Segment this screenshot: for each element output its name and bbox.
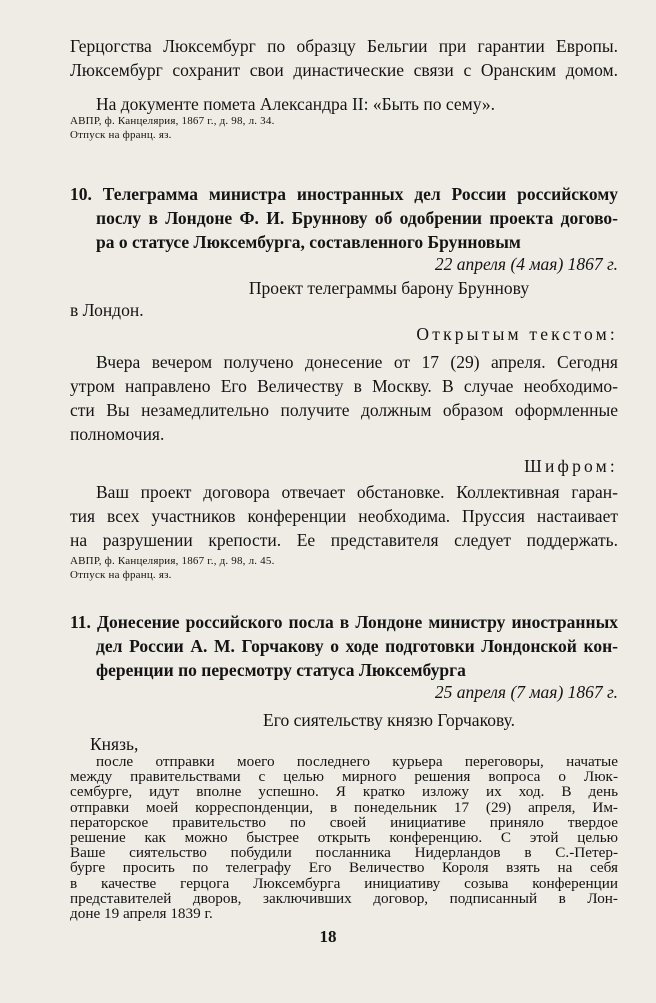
doc10-open-line-4: полномочия. [70,424,165,444]
doc11-body-line-5: ператорское правительство по своей инициативе приняло твердое [70,813,618,831]
doc11-body-line-11: доне 19 апреля 1839 г. [70,905,213,922]
doc10-open-line-1: Вчера вечером получено донесение от 17 (29) апреля. Сегодня [96,352,618,372]
doc10-cipher-line-1: Ваш проект договора отвечает обстановке. Коллективная гаран- [96,482,618,502]
doc10-heading-line-3: ра о статусе Люксембурга, составленного Брунновым [96,232,521,252]
doc11-body-line-7: Ваше сиятельство побудили посланника Нидерландов в С.-Петер- [70,844,618,862]
doc11-body-line-2: между правительствами с целью мирного решения вопроса о Люк- [70,768,618,786]
doc11-date: 25 апреля (7 мая) 1867 г. [434,682,618,702]
doc10-title: Проект телеграммы барону Бруннову [248,278,530,298]
intro-source-copy: Отпуск на франц. яз. [70,129,172,141]
doc10-cipher-line-3: на разрушении крепости. Ее представителя следует поддержать. [70,530,618,550]
doc11-address: Его сиятельству князю Горчакову. [263,710,515,730]
doc10-source-archive: АВПР, ф. Канцелярия, 1867 г., д. 98, л. 45. [70,555,275,567]
doc11-body-line-10: представителей дворов, заключивших договор, подписанный в Лон- [70,889,618,907]
doc11-heading-line-1: 11. Донесение российского посла в Лондоне министру иностранных [70,612,618,632]
doc11-heading-line-2: дел России А. М. Горчакову о ходе подготовки Лондонской кон- [96,636,618,656]
doc10-source-copy: Отпуск на франц. яз. [70,569,172,581]
doc10-open-line-3: сти Вы незамедлительно получите должным образом оформленные [70,400,618,420]
doc11-heading-line-3: ференции по пересмотру статуса Люксембурга [96,660,466,680]
doc10-cipher-line-2: тия всех участников конференции необходима. Пруссия настаивает [70,506,618,526]
doc11-body-line-4: отправки моей корреспонденции, в понедельник 17 (29) апреля, Им- [70,798,618,816]
doc10-destination: в Лондон. [70,300,144,320]
doc11-body-line-8: бурге просить по телеграфу Его Величество Короля взять на себя [70,859,618,877]
doc10-open-label: Открытым текстом: [416,324,618,344]
doc10-heading-line-2: послу в Лондоне Ф. И. Бруннову об одобрении проекта догово- [96,208,618,228]
doc10-heading-line-1: 10. Телеграмма министра иностранных дел России российскому [70,184,618,204]
doc10-date: 22 апреля (4 мая) 1867 г. [434,254,618,274]
doc11-salutation: Князь, [90,734,139,754]
doc10-open-line-2: утром направлено Его Величеству в Москву. В случае необходимо- [70,376,618,396]
doc11-body-line-1: после отправки моего последнего курьера переговоры, начатые [96,753,618,770]
intro-source-archive: АВПР, ф. Канцелярия, 1867 г., д. 98, л. 34. [70,115,275,127]
intro-remark: На документе помета Александра II: «Быть по сему». [96,94,496,114]
intro-line-2: Люксембург сохранит свои династические связи с Оранским домом. [70,60,618,80]
doc11-body-line-6: решение как можно быстрее открыть конференцию. С этой целью [70,829,618,846]
intro-line-1: Герцогства Люксембург по образцу Бельгии при гарантии Европы. [70,36,618,56]
doc11-body-line-3: сембурге, идут вполне успешно. Я кратко изложу их ход. В день [70,783,618,801]
page-number: 18 [319,927,337,947]
doc10-cipher-label: Шифром: [524,456,618,476]
doc11-body-line-9: в качестве герцога Люксембурга инициативу созыва конференции [70,874,618,892]
